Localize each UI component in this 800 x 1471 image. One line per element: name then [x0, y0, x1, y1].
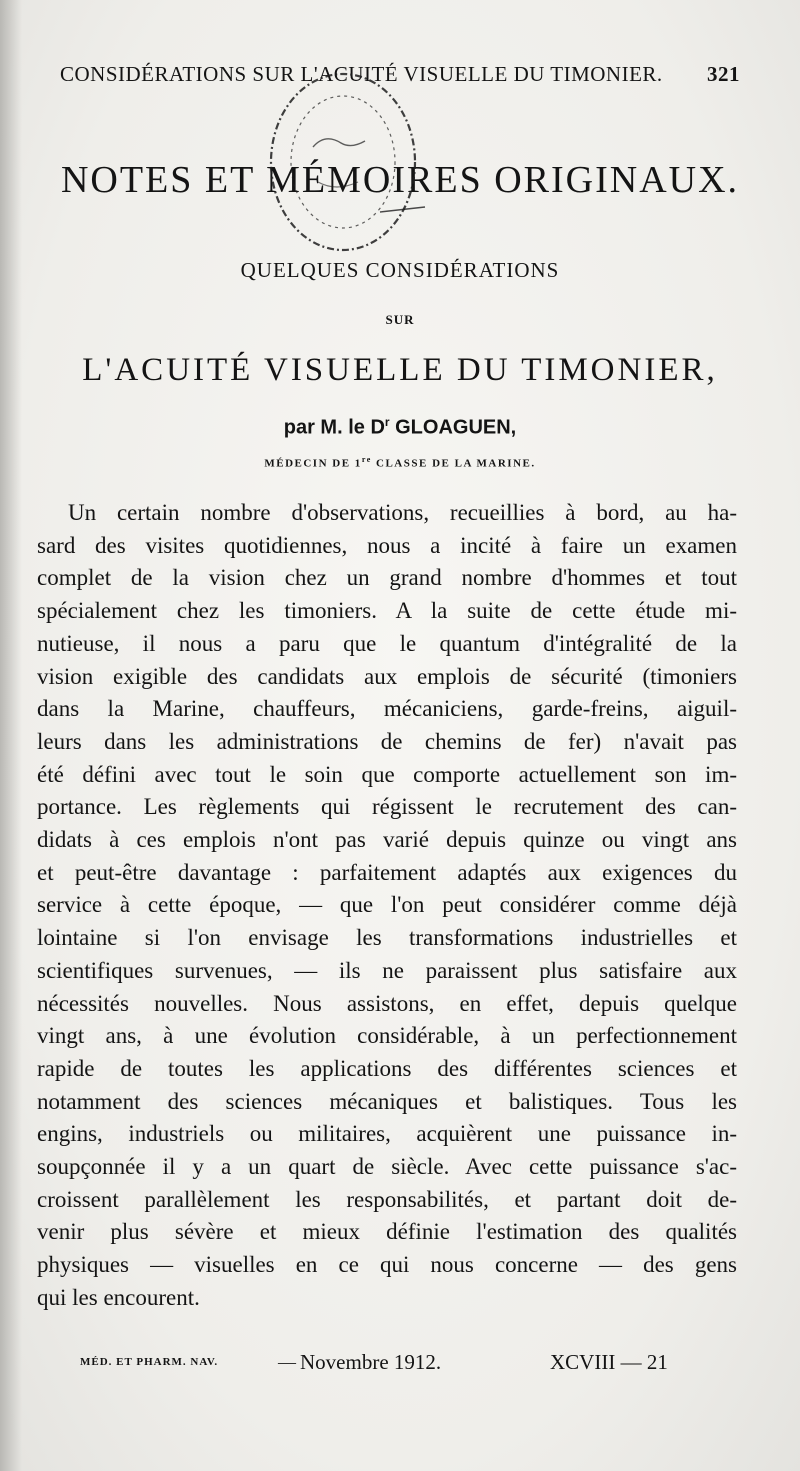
body-line: dans la Marine, chauffeurs, mécaniciens, garde-freins, aiguil-: [37, 696, 737, 722]
article-title-line2: L'ACUITÉ VISUELLE DU TIMONIER,: [82, 352, 718, 388]
body-line: croissent parallèlement les responsabilités, et partant doit de-: [37, 1186, 737, 1212]
body-line: service à cette époque, — que l'on peut considérer comme déjà: [37, 892, 737, 918]
body-line: didats à ces emplois n'ont pas varié depuis quinze ou vingt ans: [37, 827, 737, 852]
author-line: [60, 415, 740, 440]
page-edge-shadow: [0, 0, 22, 1471]
affiliation-prefix: MÉDECIN DE 1: [264, 457, 362, 470]
body-line: physiques — visuelles en ce qui nous concerne — des gens: [37, 1252, 737, 1278]
body-line: notamment des sciences mécaniques et balistiques. Tous les: [37, 1088, 737, 1114]
body-line: vision exigible des candidats aux emplois de sécurité (timoniers: [37, 663, 737, 689]
body-line: été défini avec tout le soin que comporte actuellement son im-: [37, 761, 737, 787]
body-line: spécialement chez les timoniers. A la suite de cette étude mi-: [37, 598, 737, 624]
affiliation-suffix: CLASSE DE LA MARINE.: [371, 457, 536, 470]
author-prefix: par M. le D: [283, 416, 385, 439]
body-line: lointaine si l'on envisage les transformations industrielles et: [37, 925, 737, 951]
body-line: soupçonnée il y a un quart de siècle. Avec cette puissance s'ac-: [37, 1154, 737, 1179]
footer-volume: XCVIII — 21: [550, 1350, 668, 1374]
article-body: [37, 500, 737, 1350]
footer-date: Novembre 1912.: [300, 1350, 442, 1374]
body-line: engins, industriels ou militaires, acquièrent une puissance in-: [37, 1121, 737, 1147]
body-line: leurs dans les administrations de chemins de fer) n'avait pas: [37, 728, 737, 754]
author-sup: r: [384, 415, 390, 429]
body-line: vingt ans, à une évolution considérable, à un perfectionnement: [37, 1023, 737, 1049]
body-line: et peut-être davantage : parfaitement adaptés aux exigences du: [37, 859, 737, 885]
body-line: complet de la vision chez un grand nombre d'hommes et tout: [37, 565, 737, 591]
author-affiliation: [60, 455, 740, 470]
body-line: Un certain nombre d'observations, recueillies à bord, au ha-: [68, 500, 737, 525]
body-line: sard des visites quotidiennes, nous a incité à faire un examen: [37, 532, 737, 558]
author-name: GLOAGUEN,: [389, 416, 517, 439]
page-number: 321: [707, 62, 740, 86]
body-line: venir plus sévère et mieux définie l'estimation des qualités: [37, 1219, 737, 1245]
body-line: nécessités nouvelles. Nous assistons, en effet, depuis quelque: [37, 990, 737, 1016]
library-stamp: [258, 62, 428, 262]
body-line: portance. Les règlements qui régissent le recrutement des can-: [37, 794, 737, 820]
body-line: rapide de toutes les applications des différentes sciences et: [37, 1055, 737, 1081]
running-head-title: CONSIDÉRATIONS SUR L'ACUITÉ VISUELLE DU TIMONIER.: [60, 62, 663, 86]
body-line: qui les encourent.: [37, 1284, 200, 1310]
article-title-line1: QUELQUES CONSIDÉRATIONS: [240, 258, 560, 282]
section-title: NOTES ET MÉMOIRES ORIGINAUX.: [60, 159, 740, 201]
footer-separator: —: [278, 1352, 296, 1372]
footer-source: MÉD. ET PHARM. NAV.: [80, 1356, 219, 1368]
affiliation-sup: re: [361, 455, 372, 464]
page-footer: [80, 1350, 680, 1380]
article-title-sur: SUR: [385, 312, 415, 327]
body-line: scientifiques survenues, — ils ne paraissent plus satisfaire aux: [37, 957, 737, 983]
body-line: nutieuse, il nous a paru que le quantum d'intégralité de la: [37, 630, 737, 656]
